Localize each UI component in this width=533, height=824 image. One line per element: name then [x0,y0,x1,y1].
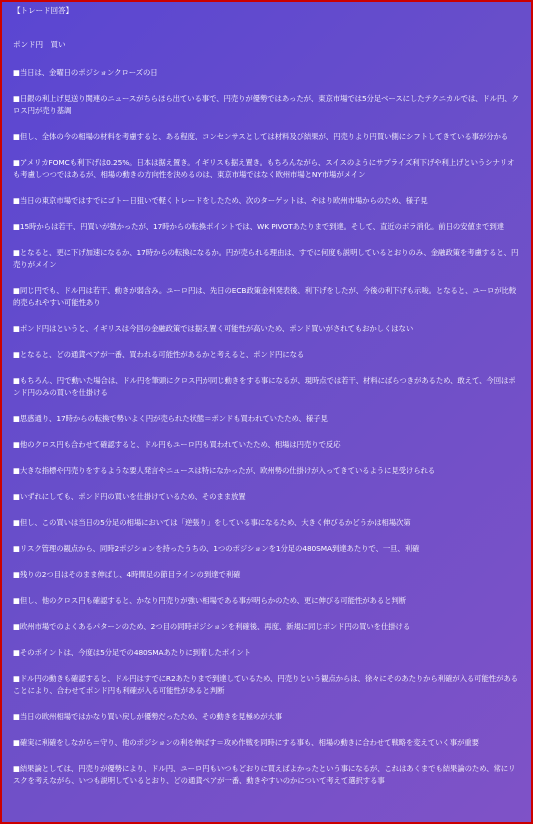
paragraph: ■日銀の利上げ見送り関連のニュースがちらほら出ている事で、円売りが優勢ではあったが、東京市場では5分足ベースにしたテクニカルでは、ドル円、クロス円が売り基調 [13,94,519,115]
paragraph: ■但し、他のクロス円も確認すると、かなり円売りが強い相場である事が明らかのため、更に伸びる可能性があると判断 [13,596,406,605]
section-heading: 【トレード回答】 [13,6,73,15]
paragraph: ■但し、全体の今の相場の材料を考慮すると、ある程度、コンセンサスとしては材料及び結果が、円売りより円買い側にシフトしてきている事が分かる [13,132,509,141]
trade-answer-content [13,5,521,787]
paragraph: ■となると、更に下げ加速になるか、17時からの転換になるか。円が売られる理由は、すでに何度も説明しているとおりのみ、金融政策を考慮すると、円売りがメイン [13,248,519,269]
paragraph: ■欧州市場でのよくあるパターンのため、2つ目の同時ポジションを利確後、再度、新規に同じポンド円の買いを仕掛ける [13,622,411,631]
paragraph: ■ドル円の動きも確認すると、ドル円はすでにR2あたりまで到達しているため、円売りという観点からは、徐々にそのあたりから利確が入る可能性があることにより、合わせてポンド円も利確が入る可能性があると判断 [13,674,518,695]
trade-title: ポンド円 買い [13,40,66,49]
paragraph: ■結果論としては、円売りが優勢により、ドル円、ユーロ円もいつもどおりに買えばよかったという事になるが、これはあくまでも結果論のため、常にリスクを考えながら、いつも説明しているとおり、どの通貨ペアが一番、動きやすいのかについて考えて選択する事 [13,764,516,785]
paragraph: ■同じ円でも、ドル円は若干、動きが弱含み。ユーロ円は、先日のECB政策金利発表後、利下げをしたが、今後の利下げも示唆。となると、ユーロが比較的売られやすい可能性あり [13,286,517,307]
paragraph: ■アメリカFOMCも利下げは0.25%。日本は据え置き。イギリスも据え置き。もちろんながら、スイスのようにサプライズ利下げや利上げというシナリオも考慮しつつではあるが、相場の動きの方向性を決めるのは、東京市場ではなく欧州市場とNY市場がメイン [13,158,515,179]
paragraph: ■そのポイントは、今度は5分足での480SMAあたりに到着したポイント [13,648,251,657]
paragraph: ■思惑通り、17時からの転換で勢いよく円が売られた状態＝ポンドも買われていたため、様子見 [13,414,328,423]
paragraph: ■もちろん、円で動いた場合は、ドル円を筆頭にクロス円が同じ動きをする事になるが、現時点では若干、材料にばらつきがあるため、敢えて、今回はポンド円のみの買いを仕掛ける [13,376,516,397]
paragraph: ■当日の東京市場ではすでにゴトー日狙いで軽くトレードをしたため、次のターゲットは、やはり欧州市場からのため、様子見 [13,196,428,205]
paragraph: ■15時からは若干、円買いが強かったが、17時からの転換ポイントでは、WK PIVOTあたりまで到達。そして、直近のボラ消化。前日の安値まで到達 [13,222,504,231]
paragraph: ■リスク管理の観点から、同時2ポジションを持ったうちの、1つのポジションを1分足の480SMA到達あたりで、一旦、利確 [13,544,420,553]
paragraph: ■大きな指標や円売りをするような要人発言やニュースは特になかったが、欧州勢の仕掛けが入ってきているように見受けられる [13,466,436,475]
paragraph: ■当日の欧州相場ではかなり買い戻しが優勢だったため、その動きを見極めが大事 [13,712,283,721]
paragraph: ■確実に利確をしながら＝守り、他のポジションの利を伸ばす＝攻め作戦を同時にする事も、相場の動きに合わせて戦略を変えていく事が重要 [13,738,479,747]
paragraph-list [13,67,521,787]
paragraph: ■ポンド円はというと、イギリスは今回の金融政策では据え置く可能性が高いため、ポンド買いがされてもおかしくはない [13,324,414,333]
paragraph: ■となると、どの通貨ペアが一番、買われる可能性があるかと考えると、ポンド円になる [13,350,305,359]
paragraph: ■残りの2つ目はそのまま伸ばし、4時間足の節目ラインの到達で利確 [13,570,241,579]
paragraph: ■当日は、金曜日のポジションクローズの日 [13,68,158,77]
paragraph: ■但し、この買いは当日の5分足の相場においては「逆張り」をしている事になるため、大きく伸びるかどうかは相場次第 [13,518,411,527]
paragraph: ■いずれにしても、ポンド円の買いを仕掛けているため、そのまま放置 [13,492,246,501]
paragraph: ■他のクロス円も合わせて確認すると、ドル円もユーロ円も買われていたため、相場は円売りで反応 [13,440,341,449]
